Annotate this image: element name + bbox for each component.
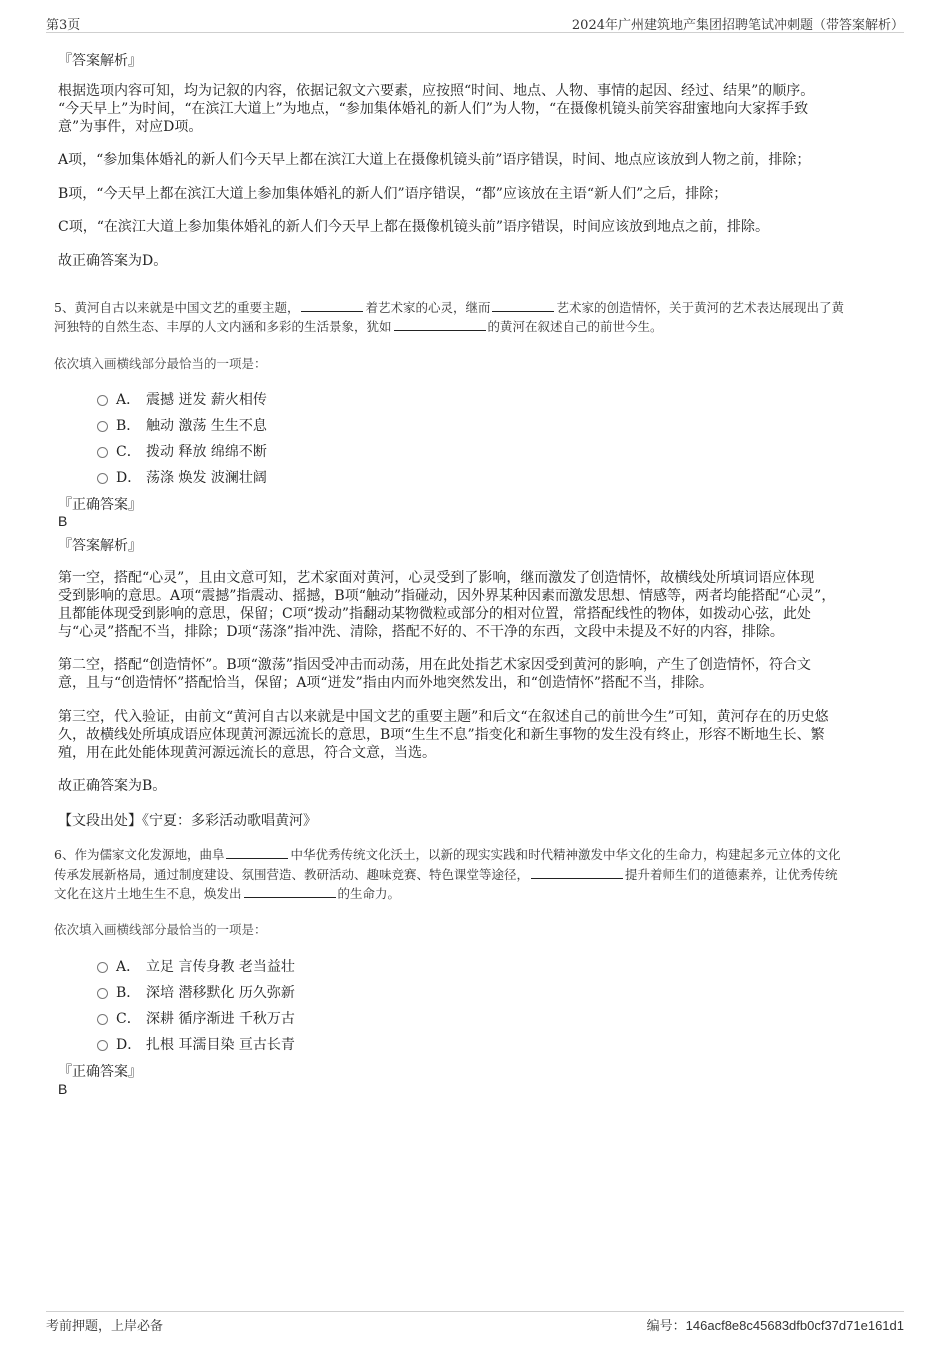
analysis-line: 且都能体现受到影响的意思，保留；C项“拨动”指翻动某物微粒或部分的相对位置，常搭配线性的物体，如拨动心弦，此处: [58, 606, 812, 622]
correct-answer: B: [58, 1081, 68, 1097]
blank: [301, 299, 363, 312]
radio-icon[interactable]: [97, 421, 108, 432]
radio-icon[interactable]: [97, 395, 108, 406]
conclusion: 故正确答案为D。: [58, 253, 168, 269]
radio-icon[interactable]: [97, 962, 108, 973]
analysis-line: B项，“今天早上都在滨江大道上参加集体婚礼的新人们”语序错误，“都”应该放在主语“新人们”之后，排除；: [58, 186, 728, 202]
analysis-line: 殖，用在此处能体现黄河源远流长的意思，符合文意，当选。: [58, 745, 436, 761]
analysis-tag: 『答案解析』: [58, 53, 142, 69]
radio-icon[interactable]: [97, 473, 108, 484]
analysis-line: C项，“在滨江大道上参加集体婚礼的新人们今天早上都在摄像机镜头前”语序错误，时间应该放到地点之前，排除。: [58, 219, 770, 235]
correct-answer-tag: 『正确答案』: [58, 1064, 142, 1080]
analysis-line: “今天早上”为时间，“在滨江大道上”为地点，“参加集体婚礼的新人们”为人物，“在摄像机镜头前笑容甜蜜地向大家挥手致: [58, 101, 809, 117]
document-title: 2024年广州建筑地产集团招聘笔试冲刺题（带答案解析）: [571, 18, 904, 33]
question-5-line: 河独特的自然生态、丰厚的人文内涵和多彩的生活景象，犹如 的黄河在叙述自己的前世今生。: [54, 319, 663, 334]
option-b[interactable]: B． 深培 潜移默化 历久弥新: [97, 982, 295, 1000]
page-footer: [46, 1311, 904, 1335]
question-6-line: 文化在这片土地生生不息，焕发出 的生命力。: [54, 886, 401, 901]
analysis-line: 意”为事件，对应D项。: [58, 119, 203, 135]
document-code: 编号：146acf8e8c45683dfb0cf37d71e161d1: [646, 1318, 904, 1334]
option-c[interactable]: C． 深耕 循序渐进 千秋万古: [97, 1008, 295, 1026]
option-a[interactable]: A． 立足 言传身教 老当益壮: [97, 956, 295, 974]
analysis-line: 与“心灵”搭配不当，排除；D项“荡涤”指冲洗、清除，搭配不好的、不干净的东西，文段中未提及不好的内容，排除。: [58, 624, 784, 640]
analysis-line: 根据选项内容可知，均为记叙的内容，依据记叙文六要素，应按照“时间、地点、人物、事情的起因、经过、结果”的顺序。: [58, 83, 815, 99]
radio-icon[interactable]: [97, 1014, 108, 1025]
correct-answer-tag: 『正确答案』: [58, 497, 142, 513]
question-6-line: 6、作为儒家文化发源地，曲阜 中华优秀传统文化沃土，以新的现实实践和时代精神激发中华文化的生命力，构建起多元立体的文化: [54, 847, 841, 862]
option-b[interactable]: B． 触动 激荡 生生不息: [97, 415, 267, 433]
page-header: [46, 14, 904, 33]
analysis-line: 久，故横线处所填成语应体现黄河源远流长的意思，B项“生生不息”指变化和新生事物的发生没有终止，形容不断地生长、繁: [58, 727, 825, 743]
radio-icon[interactable]: [97, 1040, 108, 1051]
radio-icon[interactable]: [97, 988, 108, 999]
page-number: 第3页: [46, 18, 81, 33]
option-c[interactable]: C． 拨动 释放 绵绵不断: [97, 441, 267, 459]
blank: [492, 299, 554, 312]
question-hint: 依次填入画横线部分最恰当的一项是：: [54, 356, 267, 371]
source-citation: 【文段出处】《宁夏：多彩活动歌唱黄河》: [58, 813, 317, 829]
radio-icon[interactable]: [97, 447, 108, 458]
analysis-line: 意，且与“创造情怀”搭配恰当，保留；A项“迸发”指由内而外地突然发出，和“创造情怀”搭配不当，排除。: [58, 675, 714, 691]
analysis-tag: 『答案解析』: [58, 538, 142, 554]
analysis-line: 第二空，搭配“创造情怀”。B项“激荡”指因受冲击而动荡，用在此处指艺术家因受到黄河的影响，产生了创造情怀，符合文: [58, 657, 811, 673]
analysis-line: 第一空，搭配“心灵”，且由文意可知，艺术家面对黄河，心灵受到了影响，继而激发了创造情怀，故横线处所填词语应体现: [58, 570, 815, 586]
blank: [244, 885, 336, 898]
correct-answer: B: [58, 513, 68, 529]
analysis-line: 受到影响的意思。A项“震撼”指震动、摇撼，B项“触动”指碰动，因外界某种因素而激发思想、情感等，两者均能搭配“心灵”，: [58, 588, 836, 604]
blank: [531, 866, 623, 879]
question-hint: 依次填入画横线部分最恰当的一项是：: [54, 922, 267, 937]
option-d[interactable]: D． 荡涤 焕发 波澜壮阔: [97, 467, 267, 485]
option-d[interactable]: D． 扎根 耳濡目染 亘古长青: [97, 1034, 295, 1052]
blank: [394, 318, 486, 331]
question-6-line: 传承发展新格局，通过制度建设、氛围营造、教研活动、趣味竞赛、特色课堂等途径， 提升着师生们的道德素养，让优秀传统: [54, 867, 838, 882]
footer-slogan: 考前押题，上岸必备: [46, 1319, 164, 1334]
question-5-line: 5、黄河自古以来就是中国文艺的重要主题， 着艺术家的心灵，继而 艺术家的创造情怀，关于黄河的艺术表达展现出了黄: [54, 300, 844, 315]
conclusion: 故正确答案为B。: [58, 778, 167, 794]
blank: [226, 846, 288, 859]
analysis-line: 第三空，代入验证，由前文“黄河自古以来就是中国文艺的重要主题”和后文“在叙述自己的前世今生”可知，黄河存在的历史悠: [58, 709, 829, 725]
option-a[interactable]: A． 震撼 迸发 薪火相传: [97, 389, 267, 407]
analysis-line: A项，“参加集体婚礼的新人们今天早上都在滨江大道上在摄像机镜头前”语序错误，时间、地点应该放到人物之前，排除；: [58, 152, 811, 168]
